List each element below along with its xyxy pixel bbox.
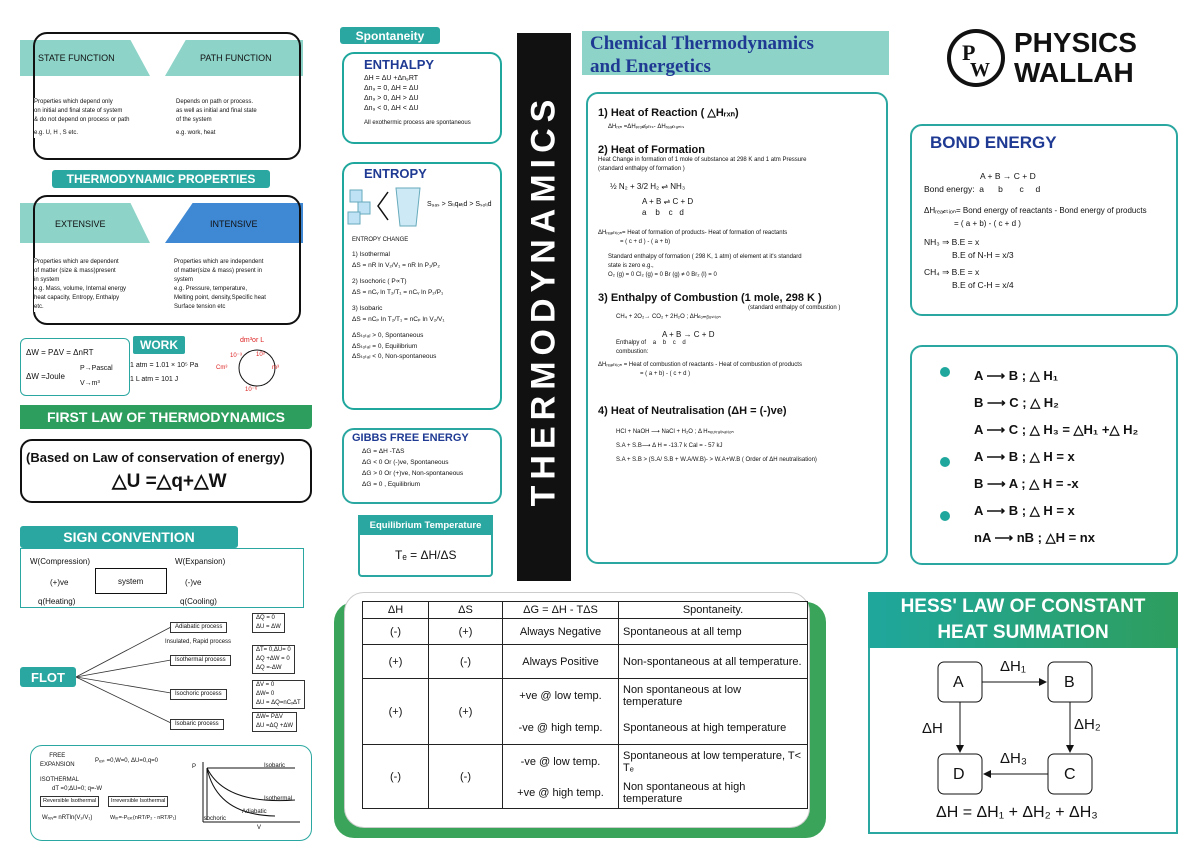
unit-cm: Cm³ (216, 365, 228, 371)
flot-connectors (76, 615, 176, 735)
hess-dh2: ΔH₂ (1074, 716, 1101, 733)
svg-text:P: P (962, 40, 976, 65)
enthalpy-lines: ΔH = ΔU +Δn₉RT Δn₉ = 0, ΔH = ΔU Δn₉ > 0, ΔH > ΔU Δn₉ < 0, ΔH < ΔU All exothermic process are spontaneous (364, 75, 471, 126)
table-row: (-) (+) Always Negative Spontaneous at all temp (363, 619, 808, 645)
unit-conversion-diagram (215, 336, 300, 398)
sign-wc: W(Compression) (30, 557, 91, 566)
sign-we: W(Expansion) (175, 557, 226, 566)
work-box (20, 338, 130, 396)
free-expansion-title: FREE EXPANSION (40, 753, 75, 768)
sign-sys: system (118, 577, 144, 586)
sign-qc: q(Cooling) (180, 597, 217, 606)
flot-isobaric-eq: ΔW= PΔV ΔU =ΔQ +ΔW (252, 712, 297, 732)
hess-sum-eq: ΔH = ΔH₁ + ΔH₂ + ΔH₃ (936, 804, 1098, 821)
flot-isochoric: Isochoric process (170, 689, 227, 700)
pw-logo-icon (944, 26, 1008, 90)
flot-isobaric: Isobaric process (170, 719, 224, 730)
extensive-title: EXTENSIVE (55, 219, 106, 229)
first-law-title: FIRST LAW OF THERMODYNAMICS (20, 405, 312, 429)
table-row: +ve @ high temp. Non spontaneous at high temperature (363, 779, 808, 809)
hess-node-b: B (1064, 674, 1075, 691)
pv-v: V (257, 825, 262, 831)
pv-p: P (192, 764, 197, 770)
hess-node-c: C (1064, 766, 1076, 783)
unit-m: m³ (272, 365, 279, 371)
hess-title1: HESS' LAW OF CONSTANT (900, 596, 1146, 617)
spontaneity-table (362, 601, 808, 809)
flot-insulated: Insulated, Rapid process (165, 639, 232, 645)
unit-top: dm³or L (240, 337, 265, 344)
enthalpy-title: ENTHALPY (364, 57, 435, 72)
extensive-desc: Properties which are dependent of matter (size & mass)present in system e.g. Mass, volume, Internal energy heat capacity, Entropy, Enthalpy etc. (34, 258, 159, 312)
bond-content: A + B → C + D Bond energy: a b c d ΔHᵣₑₐ𝒸ₜᵢₒₙ= Bond energy of reactants - Bond energy of products = ( a + b) - ( c + d ) NH₃ ⇒ B.E = x B.E of N-H = x/3 CH₄ ⇒ B.E = x B.E of C-H = x/4 (924, 171, 1147, 290)
table-row: (+) (+) +ve @ low temp. Non spontaneous at low temperature (363, 679, 808, 713)
intensive-desc: Properties which are independent of matter(size & mass) present in system e.g. Pressure, temperature, Melting point, density,Specific heat Surface tension etc (174, 258, 299, 312)
pv-isochoric: Isochoric (202, 816, 227, 822)
table-row: (+) (-) Always Positive Non-spontaneous at all temperature. (363, 645, 808, 679)
gibbs-title: GIBBS FREE ENERGY (352, 432, 469, 444)
pv-adiabatic: Adiabatic (242, 809, 267, 815)
first-law-sub: (Based on Law of conservation of energy) (26, 450, 285, 465)
eq-temp-title: Equilibrium Temperature (358, 515, 493, 535)
entropy-change: ENTROPY CHANGE (352, 237, 409, 243)
vertical-title: THERMODYNAMICS (524, 93, 563, 507)
intensive-title: INTENSIVE (210, 219, 258, 229)
work-eq1: ΔW = PΔV = ΔnRT (26, 348, 94, 357)
hess-node-a: A (953, 674, 964, 691)
eq-temp-eq: Tₑ = ΔH/ΔS (395, 548, 457, 562)
sign-pve: (+)ve (50, 578, 69, 587)
heat-content: 1) Heat of Reaction ( △Hᵣₓₙ) ΔHᵣₓₙ =ΔHₚᵣₒ𝒹ᵤ𝒸ₜₛ- ΔHᵣₑₐ𝒸ₜₐₙₜₛ 2) Heat of Formation Heat Change in formation of 1 mole of substance at 298 K and 1 atm Pressure (standard enthalpy of formation ) ½ N₂ + 3/2 H₂ ⇌ NH₃ A + B ⇌ C + D a b c d ΔHᵣₑₐ𝒸ₜᵢₒₙ= Heat of formation of products- Heat of formation of reactants = ( c + d ) - ( a + b) Standard enthalpy of formation ( 298 K, 1 atm) of element at it's standard state is zero e.g., O₂ (g) = 0 Cl₂ (g) = 0 Br (g) ≠ 0 Br₂ (l) = 0 3) Enthalpy of Combustion (1 mole, 298 K ) (standard enthalpy of combustion ) CH₄ + 2O₂→ CO₂ + 2H₂O ; ΔH𝒸ₒₘᵦᵤₛₜᵢₒₙ A + B → C + D Enthalpy of a b c d combustion: ΔHᵣₑₐ𝒸ₜᵢₒₙ = Heat of combustion of reactants - Heat of combustion of products = ( a + b) - ( c + d ) 4) Heat of Neutralisation (ΔH = (-)ve) HCl + NaOH ⟶ NaCl + H₂O ; Δ Hₙₑᵤₜᵣₐₗᵢₛₐₜᵢₒₙ S.A + S.B⟶ Δ H = -13.7 k Cal = - 57 kJ S.A + S.B > (S.A/ S.B + W.A/W.B)- > W.A+W.B ( Order of ΔH neutralisation) (598, 107, 841, 463)
sign-qh: q(Heating) (38, 597, 76, 606)
bullet-3 (940, 511, 950, 521)
sign-nve: (-)ve (185, 578, 202, 587)
pv-isobaric: Isobaric (264, 763, 286, 769)
hess-dh3: ΔH₃ (1000, 750, 1027, 767)
bond-energy-title: BOND ENERGY (930, 133, 1057, 152)
brand-name: PHYSICS WALLAH (1014, 27, 1137, 88)
work-v: V→m³ (80, 380, 100, 387)
path-function-desc: Depends on path or process. as well as initial and final state of the system e.g. work, heat (176, 98, 296, 138)
flot-isothermal-eq: ΔT= 0,ΔU= 0 ΔQ +ΔW = 0 ΔQ =-ΔW (252, 645, 295, 674)
work-eq2: ΔW =Joule (26, 372, 65, 381)
hess-title2: HEAT SUMMATION (937, 622, 1109, 643)
work-title: WORK (133, 336, 185, 354)
entropy-title: ENTROPY (364, 166, 427, 181)
hess-dh1: ΔH₁ (1000, 658, 1026, 675)
th-dh: ΔH (363, 602, 429, 619)
flot-title: FLOT (20, 667, 76, 687)
work-atm1: 1 atm = 1.01 × 10⁵ Pa (130, 362, 199, 369)
w-irr: Wᵢᵣᵣ=-Pₑₓₜ(nRT/P₂ - nRT/P₁) (110, 815, 177, 821)
state-function-desc: Properties which depend only on initial and final state of system & do not depend on process or path e.g. U, H , S etc. (34, 98, 164, 138)
entropy-compare: S₉ₐₛ > Sₗᵢq𝓊ᵢd > Sₛₒₗᵢd (427, 201, 492, 208)
gibbs-lines: ΔG = ΔH -TΔS ΔG < 0 Or (-)ve, Spontaneous ΔG > 0 Or (+)ve, Non-spontaneous ΔG = 0 , Equilibrium (362, 448, 464, 488)
th-dg: ΔG = ΔH - TΔS (503, 602, 619, 619)
svg-text:W: W (970, 59, 990, 81)
unit-bot: 10⁻⁶ (245, 387, 258, 393)
isothermal-eq: dT =0;ΔU=0; q=-W (52, 786, 103, 792)
work-p: P→Pascal (80, 365, 113, 372)
pv-isothermal: Isothermal (264, 796, 293, 802)
state-function-title: STATE FUNCTION (38, 53, 115, 63)
unit-l: 10⁻³ (230, 353, 242, 359)
unit-r: 10³ (256, 352, 265, 358)
table-row: (-) (-) -ve @ low temp. Spontaneous at low temperature, T< Tₑ (363, 745, 808, 779)
flot-adiabatic-eq: ΔQ = 0 ΔU = ΔW (252, 613, 285, 633)
isothermal-label: ISOTHERMAL (40, 777, 80, 783)
free-expansion-eq: Pₑₓₜ =0,W=0, ΔU=0,q=0 (95, 758, 159, 764)
state-path-frame (33, 32, 301, 160)
w-rev: Wᵣₑᵥ= nRTln(V₂/V₁) (42, 815, 93, 821)
sign-convention-title: SIGN CONVENTION (20, 526, 238, 548)
rev-iso-label: Reversible Isothermal (40, 796, 99, 807)
flot-isochoric-eq: ΔV = 0 ΔW= 0 ΔU = ΔQ=nCᵥΔT (252, 680, 305, 709)
table-row: -ve @ high temp. Spontaneous at high temperature (363, 713, 808, 745)
bullet-1 (940, 367, 950, 377)
entropy-lines: 1) Isothermal ΔS = nR ln V₂/V₁ = nR ln P₁/P₂ 2) Isochoric ( P∝T) ΔS = nCᵥ ln T₂/T₁ = nCᵥ ln P₂/P₁ 3) Isobaric ΔS = nCₚ ln T₂/T₁ = nCₚ ln V₂/V₁ ΔSₜₒₜₐₗ > 0, Spontaneous ΔSₜₒₜₐₗ = 0, Equilibrium ΔSₜₒₜₐₗ < 0, Non-spontaneous (352, 251, 445, 360)
spontaneity-title: Spontaneity (340, 27, 440, 44)
work-atm2: 1 L atm = 101 J (130, 376, 179, 383)
thermodynamic-properties-title: THERMODYNAMIC PROPERTIES (52, 170, 270, 188)
path-function-title: PATH FUNCTION (200, 53, 272, 63)
irr-iso-label: Irreversible Isothermal (108, 796, 168, 807)
hess-title-bar (868, 592, 1178, 648)
first-law-eq: △U =△q+△W (112, 471, 227, 492)
th-spont: Spontaneity. (619, 602, 808, 619)
chem-title: Chemical Thermodynamics and Energetics (590, 33, 814, 77)
ice-glass-icon (346, 182, 424, 228)
hess-eq-lines: A ⟶ B ; △ H₁ B ⟶ C ; △ H₂ A ⟶ C ; △ H₃ = △H₁ +△ H₂ A ⟶ B ; △ H = x B ⟶ A ; △ H = -x A ⟶ B ; △ H = x nA ⟶ nB ; △H = nx (974, 368, 1139, 545)
flot-adiabatic: Adiabatic process (170, 622, 227, 633)
th-ds: ΔS (429, 602, 503, 619)
hess-node-d: D (953, 766, 965, 783)
hess-dh: ΔH (922, 720, 943, 737)
bullet-2 (940, 457, 950, 467)
flot-isothermal: Isothermal process (170, 655, 231, 666)
